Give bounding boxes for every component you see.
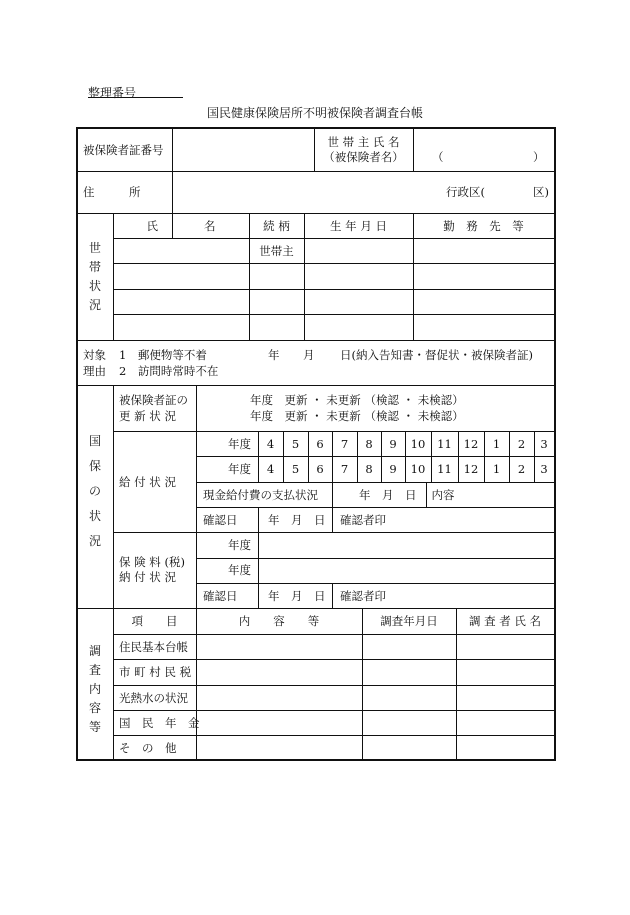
head-name-label: 世 帯 主 氏 名 [327, 135, 400, 149]
month-cell: 3 [540, 462, 548, 476]
confirm-date-value: 年 月 日 [268, 513, 326, 527]
confirmer-seal-label: 確認者印 [340, 513, 386, 527]
month-cell: 10 [410, 462, 426, 476]
reason-always-absent: 2 訪問時常時不在 [119, 364, 219, 378]
household-section-label: 世帯状況 [88, 241, 101, 312]
month-cell: 9 [389, 462, 397, 476]
reason-day-label: 日(納入告知書・督促状・被保険者証) [340, 348, 533, 362]
confirmer-seal-label: 確認者印 [340, 589, 386, 603]
head-name-paren-open: （ [432, 150, 444, 164]
month-cell: 4 [266, 437, 275, 451]
address-field[interactable] [178, 177, 438, 207]
premium-year-label: 年度 [228, 538, 251, 552]
month-cell: 8 [365, 437, 373, 451]
investigation-item: 住民基本台帳 [119, 640, 188, 654]
survey-form [76, 127, 556, 761]
investigation-item: そ の 他 [119, 741, 177, 755]
premium-label-2: 納 付 状 況 [119, 570, 176, 584]
household-header-relation: 続 柄 [263, 219, 290, 233]
month-cell: 9 [389, 437, 397, 451]
month-cell: 3 [540, 437, 548, 451]
month-cell: 6 [316, 437, 324, 451]
target-reason-label-2: 理由 [83, 364, 106, 378]
insurance-status-section-label: 国保の状況 [88, 434, 101, 548]
confirm-date-label: 確認日 [203, 589, 238, 603]
reference-number-label: 整理番号 [88, 86, 137, 100]
investigation-header-investigator: 調 査 者 氏 名 [468, 614, 542, 628]
household-header-workplace: 勤 務 先 等 [443, 219, 524, 233]
month-cell: 5 [291, 462, 300, 476]
cert-number-label: 被保険者証番号 [83, 143, 164, 157]
cert-renewal-label: 被保険者証の [119, 393, 188, 407]
renewal-line-1: 年度 更新 ・ 未更新 （検認 ・ 未検認） [250, 393, 464, 407]
cash-benefit-date: 年 月 日 [359, 488, 417, 502]
address-label: 住 所 [83, 185, 141, 199]
benefit-status-label: 給 付 状 況 [119, 475, 176, 489]
month-cell: 1 [492, 462, 501, 476]
investigation-header-content: 内 容 等 [238, 614, 320, 628]
month-cell: 6 [316, 462, 324, 476]
confirm-date-label: 確認日 [203, 513, 238, 527]
month-cell: 4 [266, 462, 275, 476]
target-reason-label: 対象 [83, 348, 106, 362]
household-header-birth: 生 年 月 日 [330, 219, 387, 233]
head-name-paren-close: ） [533, 150, 545, 164]
month-cell: 2 [517, 462, 526, 476]
reference-number-underline [88, 97, 183, 98]
benefit-year-label: 年度 [228, 462, 251, 476]
content-label: 内容 [431, 488, 455, 502]
cert-renewal-label-2: 更 新 状 況 [119, 409, 176, 423]
insured-name-label: （被保険者名） [323, 150, 404, 164]
cert-number-field[interactable] [178, 134, 308, 166]
premium-year-label: 年度 [228, 563, 251, 577]
reason-year-label: 年 [268, 348, 280, 362]
household-relation-cell: 世帯主 [259, 244, 294, 258]
reason-month-label: 月 [303, 348, 315, 362]
reason-mail-undelivered: 1 郵便物等不着 [119, 348, 207, 362]
month-cell: 5 [291, 437, 300, 451]
cash-benefit-label: 現金給付費の支払状況 [203, 488, 318, 502]
district-field[interactable] [493, 177, 531, 207]
investigation-section-label: 調査内容等 [88, 644, 101, 734]
month-cell: 1 [492, 437, 501, 451]
month-cell: 10 [410, 437, 426, 451]
head-name-field[interactable] [448, 134, 528, 166]
month-cell: 8 [365, 462, 373, 476]
district-suffix: 区) [533, 185, 549, 199]
investigation-item: 市 町 村 民 税 [119, 665, 192, 679]
month-cell: 2 [517, 437, 526, 451]
district-label: 行政区( [446, 185, 485, 199]
month-cell: 11 [437, 462, 452, 476]
month-cell: 7 [340, 462, 349, 476]
investigation-item: 光熱水の状況 [119, 691, 188, 705]
investigation-header-date: 調査年月日 [380, 614, 438, 628]
month-cell: 11 [437, 437, 452, 451]
premium-label: 保 険 料 (税) [119, 555, 185, 569]
investigation-item: 国 民 年 金 [119, 716, 200, 730]
household-header-name: 氏 名 [146, 219, 216, 233]
confirm-date-value: 年 月 日 [268, 589, 326, 603]
renewal-line-2: 年度 更新 ・ 未更新 （検認 ・ 未検認） [250, 409, 464, 423]
month-cell: 12 [463, 462, 479, 476]
month-cell: 7 [340, 437, 349, 451]
benefit-year-label: 年度 [228, 437, 251, 451]
page-title: 国民健康保険居所不明被保険者調査台帳 [206, 106, 423, 120]
month-cell: 12 [463, 437, 479, 451]
investigation-header-item: 項 目 [131, 614, 178, 628]
